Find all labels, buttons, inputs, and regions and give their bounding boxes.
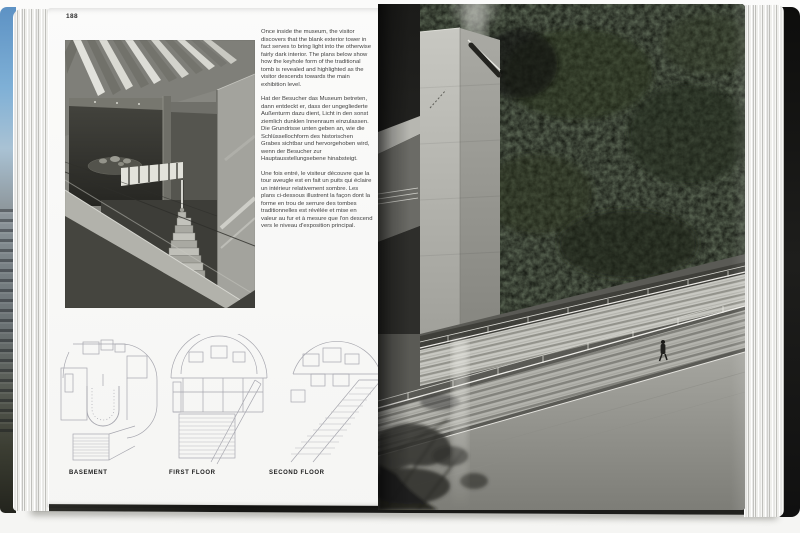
plan-label-basement: BASEMENT	[69, 470, 108, 476]
concrete-tower	[420, 28, 500, 340]
plan-label-first-floor: FIRST FLOOR	[169, 470, 216, 476]
museum-interior-photo	[65, 40, 255, 308]
light-streak	[452, 340, 468, 510]
centre-opening	[171, 102, 217, 208]
divider-column	[163, 96, 171, 208]
museum-exterior-photo	[378, 4, 745, 510]
page-number: 188	[66, 13, 79, 20]
page-edges-right	[744, 5, 784, 517]
right-wall	[217, 74, 255, 308]
caption-english: Once inside the museum, the visitor discovers that the blank exterior tower in fact serves to bring light into the otherwise fairly dark interior. The plans below show how the keyhole form of the traditional tomb is revealed and highlighted as the visitor descends towards the main exhibition level.	[261, 29, 372, 88]
caption-french: Une fois entré, le visiteur découvre que la tour aveugle est en fait un puits qui éclaire un intérieur relativement sombre. Les plans ci-dessous illustrent la façon dont la forme en trou de serrure des tombes traditionnelles est révélée et mise en valeur au fur et à mesure que l'on descend vers le niveau d'exposition principal.	[261, 170, 373, 229]
floor-plan-basement	[43, 334, 161, 466]
right-page	[378, 4, 745, 510]
floor-plan-first	[159, 334, 281, 466]
left-page	[47, 8, 378, 508]
caption-german: Hat der Besucher das Museum betreten, dann entdeckt er, dass der ungegliederte Außenturm dazu dient, Licht in den sonst ziemlich dunklen Innenraum einzulassen. Die Grundrisse unten geben an, wie die Schlüssellochform des historischen Grabes sichtbar und hervorgehoben wird, wenn der Besucher zur Hauptausstellungsebene hinabsteigt.	[261, 96, 370, 162]
caption-column	[261, 29, 373, 238]
plan-label-second-floor: SECOND FLOOR	[269, 470, 325, 476]
dark-gallery	[69, 98, 163, 206]
